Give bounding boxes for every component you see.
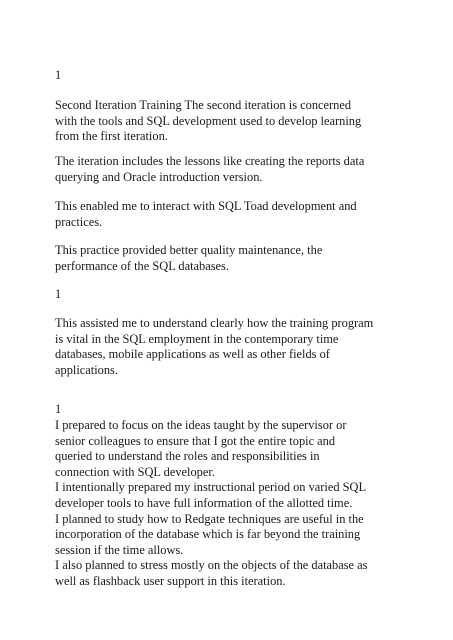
page-marker: 1 — [55, 402, 62, 416]
paragraph-sql-toad: This enabled me to interact with SQL Toad development and practices. — [55, 199, 357, 229]
page-marker: 1 — [55, 287, 62, 301]
paragraph-second-iteration: Second Iteration Training The second iteration is concerned with the tools and SQL development used to develop learning from the first iteration. — [55, 98, 362, 144]
paragraph-quality-maintenance: This practice provided better quality maintenance, the performance of the SQL databases. — [55, 243, 323, 273]
paragraph-training-program: This assisted me to understand clearly how the training program is vital in the SQL employment in the contemporary time databases, mobile applications as well as other fields of applications. — [55, 316, 374, 377]
paragraph-preparation: I prepared to focus on the ideas taught by the supervisor or senior colleagues to ensure that I got the entire topic and queried to understand the roles and responsibilities in connection with SQL developer. I intentionally prepared my instructional period on varied SQL developer tools to have full information of the allotted time. I planned to study how to Redgate techniques are useful in the incorporation of the database which is far beyond the training session if the time allows. I also planned to stress mostly on the objects of the database as well as flashback user support in this iteration. — [55, 418, 368, 588]
page-marker: 1 — [55, 68, 62, 82]
paragraph-iteration-lessons: The iteration includes the lessons like creating the reports data querying and Oracle introduction version. — [55, 154, 365, 184]
